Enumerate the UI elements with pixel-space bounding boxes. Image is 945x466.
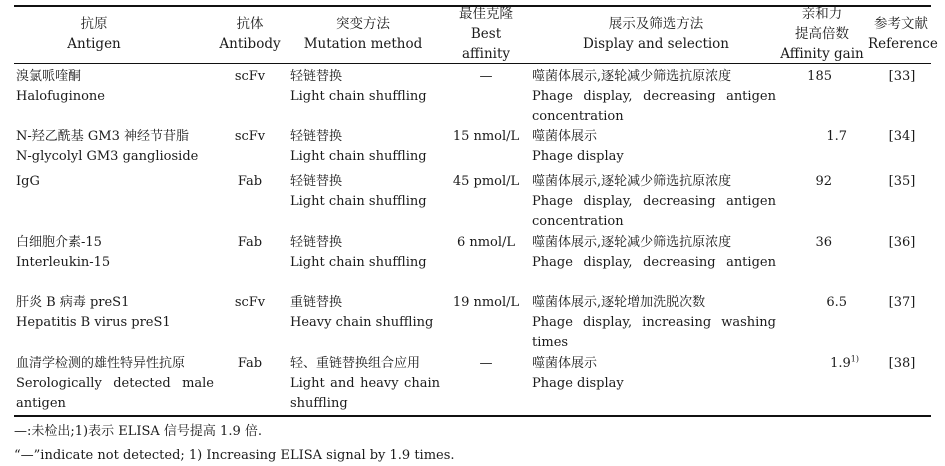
header-display-selection: 展示及筛选方法 Display and selection [582,16,730,52]
header-antigen: 抗原 Antigen [67,16,121,52]
header-mutation-method: 突变方法 Mutation method [303,16,423,52]
antigen-cell: IgG [16,174,40,189]
reference-cell: [33] [888,69,916,84]
display-selection-cell: 噬菌体展示,逐轮增加洗脱次数 Phage display, increasing washing times [532,295,776,350]
antigen-cell: 溴氯哌喹酮 Halofuginone [16,69,106,104]
best-affinity-cell: — [479,356,493,371]
table-note-cn: —:未检出;1)表示 ELISA 信号提高 1.9 倍. [14,424,262,439]
header-reference: 参考文献 Reference [868,16,938,52]
affinity-gain-cell: 1.9$^{1)}$ [830,354,859,371]
mutation-method-cell: 重链替换 Heavy chain shuffling [290,295,434,330]
affinity-gain-cell: 36 [815,235,832,250]
reference-cell: [37] [888,295,916,310]
antibody-cell: scFv [234,129,266,144]
antibody-cell: Fab [237,235,263,250]
mutation-method-cell: 轻链替换 Light chain shuffling [290,129,427,164]
antibody-cell: Fab [237,356,263,371]
best-affinity-cell: 19 nmol/L [452,295,520,310]
antigen-cell: 肝炎 B 病毒 preS1 Hepatitis B virus preS1 [16,295,171,330]
affinity-gain-cell: 6.5 [826,295,847,310]
affinity-gain-cell: 185 [807,69,832,84]
best-affinity-cell: 45 pmol/L [452,174,520,189]
table-bottom-rule [14,415,931,417]
antibody-cell: Fab [237,174,263,189]
header-antibody: 抗体 Antibody [219,16,281,52]
reference-cell: [35] [888,174,916,189]
best-affinity-cell: 15 nmol/L [452,129,520,144]
display-selection-cell: 噬菌体展示,逐轮减少筛选抗原浓度 Phage display, decreasing antigen concentration [532,174,776,229]
antigen-cell: 血清学检测的雄性特异性抗原 Serologically detected male antigen [16,356,214,411]
antigen-cell: N-羟乙酰基 GM3 神经节苷脂 N-glycolyl GM3 ganglioside [16,129,199,164]
display-selection-cell: 噬菌体展示 Phage display [532,129,624,164]
header-affinity-gain: 亲和力 提高倍数 Affinity gain [780,6,864,62]
display-selection-cell: 噬菌体展示,逐轮减少筛选抗原浓度 Phage display, decreasing antigen concentration [532,69,776,124]
display-selection-cell: 噬菌体展示 Phage display [532,356,624,391]
reference-cell: [34] [888,129,916,144]
footnote-marker: 1) [850,354,859,364]
mutation-method-cell: 轻链替换 Light chain shuffling [290,69,427,104]
best-affinity-cell: — [479,69,493,84]
header-best-affinity: 最佳克隆 Best affinity [459,6,513,62]
reference-cell: [38] [888,356,916,371]
antibody-cell: scFv [234,69,266,84]
antibody-cell: scFv [234,295,266,310]
affinity-gain-cell: 1.7 [826,129,847,144]
mutation-method-cell: 轻链替换 Light chain shuffling [290,235,427,270]
best-affinity-cell: 6 nmol/L [456,235,516,250]
affinity-gain-cell: 92 [815,174,832,189]
antigen-cell: 白细胞介素-15 Interleukin-15 [16,235,111,270]
mutation-method-cell: 轻、重链替换组合应用 Light and heavy chain shuffling [290,356,440,411]
reference-cell: [36] [888,235,916,250]
display-selection-cell: 噬菌体展示,逐轮减少筛选抗原浓度 Phage display, decreasing antigen [532,235,776,270]
table-note-en: “—”indicate not detected; 1) Increasing ELISA signal by 1.9 times. [14,448,455,463]
mutation-method-cell: 轻链替换 Light chain shuffling [290,174,427,209]
